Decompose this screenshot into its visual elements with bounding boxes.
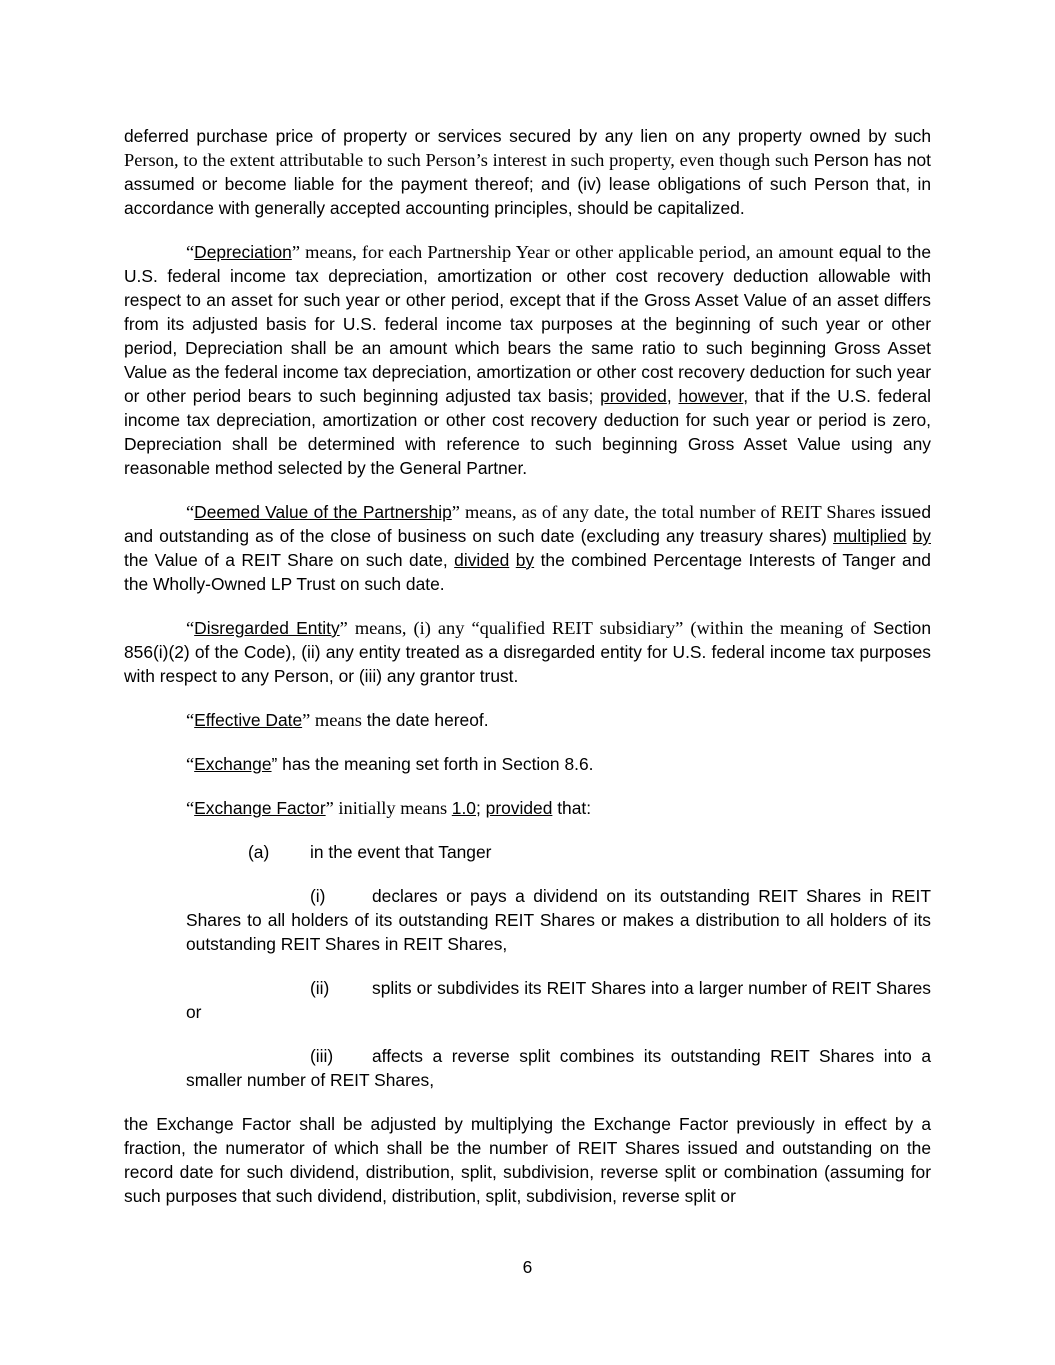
definition-body: issued and outstanding as of the close of business on such date (excluding any treasury shares) [124, 502, 932, 546]
definition-body: Section 856(i)(2) of the Code), (ii) any entity treated as a disregarded entity for U.S. federal income tax purposes with respect to any Person, or (iii) any grantor trust. [124, 618, 931, 686]
emphasis-divided: divided [454, 550, 510, 570]
open-quote: “ [186, 754, 195, 774]
definition-disregarded-entity [124, 616, 931, 688]
defined-term: Exchange Factor [194, 798, 326, 818]
clause-i [186, 884, 931, 956]
clause-number: (iii) [310, 1046, 334, 1066]
defined-term: Depreciation [194, 242, 292, 262]
emphasis-provided: provided [600, 386, 667, 406]
definition-depreciation [124, 240, 931, 480]
definition-deemed-value [124, 500, 931, 596]
clause-iii [186, 1044, 931, 1092]
open-quote: “ [186, 502, 195, 522]
paragraph-closing: the Exchange Factor shall be adjusted by multiplying the Exchange Factor previously in effect by a fraction, the numerator of which shall be the number of REIT Shares issued and outstanding on the record date for such dividend, distribution, split, subdivision, reverse split or combination (assuming for such purposes that such dividend, distribution, split, subdivision, reverse split or [124, 1114, 931, 1206]
punctuation: , [666, 386, 679, 406]
paragraph-text: deferred purchase price of property or services secured by any lien on any property owned by such [124, 126, 931, 146]
defined-term: Deemed Value of the Partnership [194, 502, 452, 522]
definition-body: ” has the meaning set forth in Section 8.6. [271, 754, 594, 774]
emphasis-provided: provided [485, 798, 553, 818]
definition-body: , that if the U.S. federal income tax depreciation, amortization or other cost recovery deduction for such year or period is zero, Depreciation shall be determined with reference to such beginning Gross Asset Value using any reasonable method selected by the General Partner. [124, 386, 932, 478]
emphasis-however: however [678, 386, 744, 406]
clause-text: declares or pays a dividend on its outstanding REIT Shares in REIT Shares to all holders of its outstanding REIT Shares or makes a distribution to all holders of its outstanding REIT Shares in REIT Shares, [186, 886, 931, 954]
paragraph-indebtedness-continuation [124, 124, 931, 220]
punctuation: ; [475, 798, 486, 818]
open-quote: “ [186, 798, 195, 818]
emphasis-multiplied: multiplied [833, 526, 907, 546]
page-content [124, 124, 931, 1228]
emphasis-by: by [515, 550, 535, 570]
open-quote: “ [186, 710, 195, 730]
clause-text: in the event that Tanger [310, 842, 492, 862]
defined-term: Exchange [194, 754, 272, 774]
definition-lead: ” means [302, 710, 362, 730]
definition-body: the Value of a REIT Share on such date, [124, 550, 455, 570]
page-number: 6 [522, 1257, 533, 1277]
clause-ii [186, 976, 931, 1024]
definition-lead: ” initially means [325, 798, 452, 818]
open-quote: “ [186, 618, 195, 638]
clause-text: splits or subdivides its REIT Shares into a larger number of REIT Shares or [186, 978, 931, 1022]
defined-term: Effective Date [194, 710, 303, 730]
clause-number: (ii) [310, 978, 330, 998]
open-quote: “ [186, 242, 195, 262]
clause-text: affects a reverse split combines its outstanding REIT Shares into a smaller number of REIT Shares, [186, 1046, 931, 1090]
clause-number: (a) [248, 842, 270, 862]
paragraph-text: Person has not assumed or become liable for the payment thereof; and (iv) lease obligations of such Person that, in accordance with generally accepted accounting principles, should be capitalized. [124, 150, 931, 218]
emphasis-by: by [912, 526, 931, 546]
clause-a [124, 840, 931, 864]
defined-term: Disregarded Entity [194, 618, 340, 638]
definition-body: equal to the U.S. federal income tax depreciation, amortization or other cost recovery deduction allowable with respect to an asset for such year or other period, except that if the Gross Asset Value of an asset differs from its adjusted basis for U.S. federal income tax purposes at the beginning of such year or other period, Depreciation shall be an amount which bears the same ratio to such beginning Gross Asset Value as the federal income tax depreciation, amortization or other cost recovery deduction for such year or other period bears to such beginning adjusted tax basis; [124, 242, 931, 406]
definition-exchange-factor [124, 796, 931, 820]
definition-effective-date [124, 708, 931, 732]
definition-body: the date hereof. [361, 710, 489, 730]
definition-lead: ” means, (i) any “qualified REIT subsidiary” (within the meaning of [339, 618, 866, 638]
definition-lead: ” means, for each Partnership Year or other applicable period, an amount [291, 242, 834, 262]
paragraph-text-serif: Person, to the extent attributable to such Person’s interest in such property, even though such [124, 150, 809, 170]
definition-body: that: [552, 798, 592, 818]
definition-body: the combined Percentage Interests of Tanger and the Wholly-Owned LP Trust on such date. [124, 550, 931, 594]
clause-number: (i) [310, 886, 326, 906]
definition-lead: ” means, as of any date, the total number of REIT Shares [451, 502, 876, 522]
exchange-factor-value: 1.0 [451, 798, 476, 818]
definition-exchange [124, 752, 931, 776]
